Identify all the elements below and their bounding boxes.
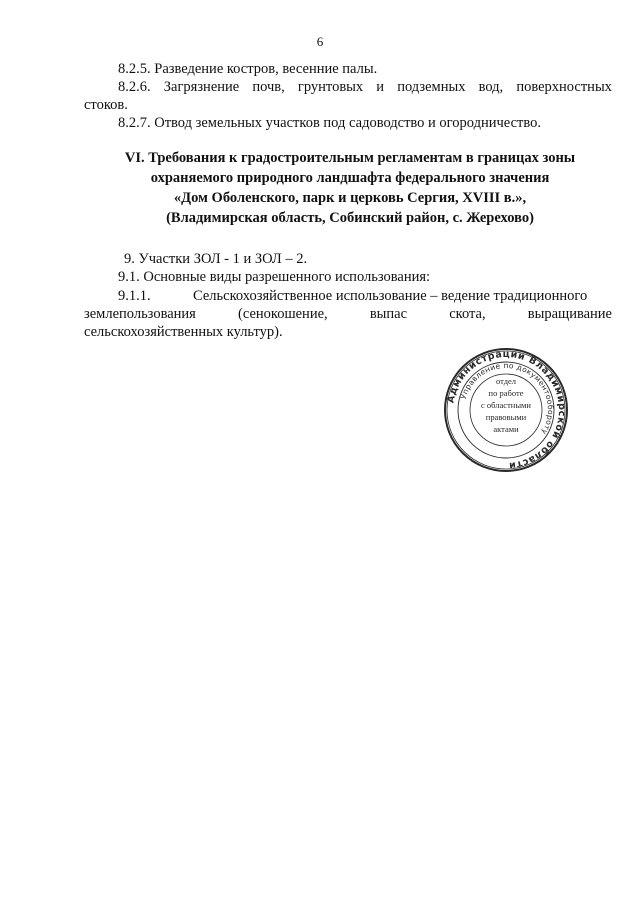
- stamp-center-line: с областными: [481, 400, 531, 410]
- word: грунтовых: [297, 79, 364, 95]
- item-8-2-6-line2: стоков.: [84, 97, 128, 113]
- section-heading: [80, 148, 620, 228]
- word: скота,: [449, 306, 486, 322]
- stamp-center-text: [443, 375, 569, 435]
- word: почв,: [252, 79, 285, 95]
- item-8-2-5: 8.2.5. Разведение костров, весенние палы.: [118, 61, 378, 77]
- heading-line: (Владимирская область, Собинский район, с. Жерехово): [166, 210, 534, 226]
- section-9-1-subtitle: 9.1. Основные виды разрешенного использования:: [118, 269, 431, 285]
- item-9-1-1-line1: Сельскохозяйственное использование – ведение традиционного: [193, 288, 588, 304]
- word: выпас: [369, 306, 408, 322]
- stamp-center-line: правовыми: [485, 412, 527, 422]
- stamp-center-line: актами: [493, 424, 519, 434]
- word: подземных: [397, 79, 466, 95]
- heading-line: охраняемого природного ландшафта федерального значения: [150, 170, 550, 186]
- section-9-title: 9. Участки ЗОЛ - 1 и ЗОЛ – 2.: [124, 251, 308, 267]
- svg-text:Администрации Владимирской обл: Администрации Владимирской области: [445, 348, 568, 472]
- item-8-2-7: 8.2.7. Отвод земельных участков под садоводство и огородничество.: [118, 115, 541, 131]
- item-9-1-1-line2: [84, 305, 612, 323]
- item-9-1-1-line3: сельскохозяйственных культур).: [84, 324, 283, 340]
- item-8-2-6-line1: [118, 78, 612, 96]
- official-stamp: [443, 347, 569, 473]
- page-number: 6: [316, 34, 324, 49]
- item-9-1-1-number: 9.1.1.: [118, 288, 151, 304]
- stamp-center-line: отдел: [495, 376, 517, 386]
- heading-line: «Дом Оболенского, парк и церковь Сергия, XVIII в.»,: [173, 190, 527, 206]
- svg-text:Управление по документообороту: Управление по документообороту: [458, 360, 556, 437]
- word: поверхностных: [516, 79, 612, 95]
- word: и: [376, 79, 385, 95]
- word: выращивание: [527, 306, 612, 322]
- word: землепользования: [84, 306, 196, 322]
- stamp-center-line: по работе: [488, 388, 524, 398]
- heading-line: VI. Требования к градостроительным регламентам в границах зоны: [124, 150, 576, 166]
- word: 8.2.6.: [118, 79, 151, 95]
- word: (сенокошение,: [238, 306, 328, 322]
- word: Загрязнение: [163, 79, 240, 95]
- word: вод,: [478, 79, 504, 95]
